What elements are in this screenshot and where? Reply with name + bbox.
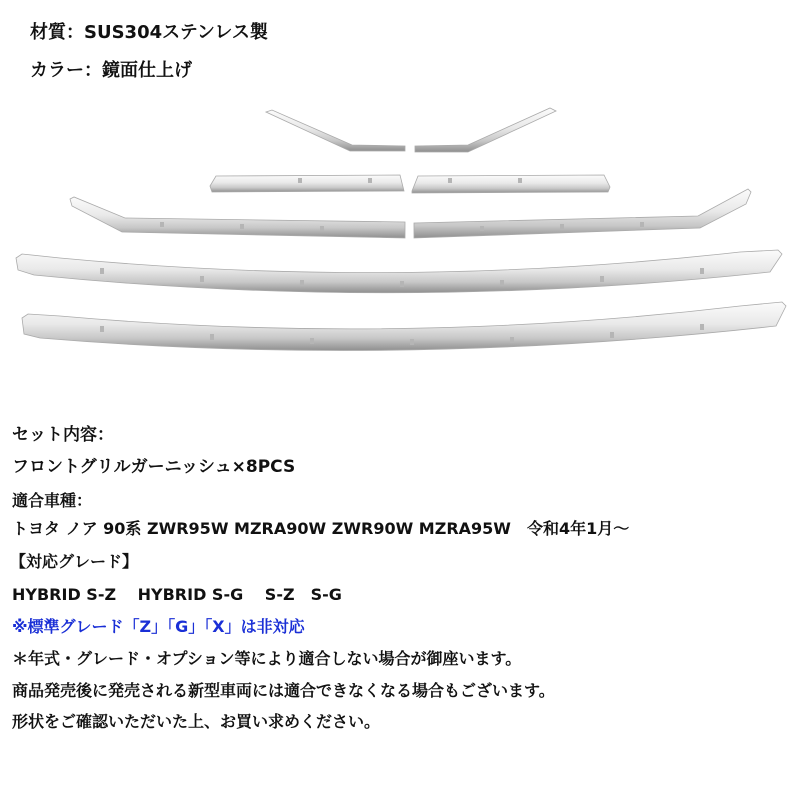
- compatible-vehicles-value: トヨタ ノア 90系 ZWR95W MZRA90W ZWR90W MZRA95W 令和4年1月〜: [12, 519, 630, 538]
- set-content-value: フロントグリルガーニッシュ×8PCS: [12, 457, 296, 477]
- garnish-strip-5: [22, 302, 786, 351]
- garnish-strip-1-left: [266, 110, 405, 151]
- grille-garnish-image: [0, 95, 800, 370]
- garnish-strip-3-left: [70, 197, 405, 238]
- set-content-label: セット内容：: [12, 425, 114, 445]
- material-spec: 材質：SUS304ステンレス製: [30, 22, 268, 43]
- supported-grades-label: 【対応グレード】: [10, 552, 139, 571]
- unsupported-grades-warning: ※標準グレード「Z」「G」「X」は非対応: [12, 617, 305, 636]
- garnish-strip-3-right: [414, 189, 751, 238]
- note-line-3: 形状をご確認いただいた上、お買い求めください。: [12, 712, 381, 731]
- supported-grades-value: HYBRID S-Z HYBRID S-G S-Z S-G: [12, 585, 342, 604]
- garnish-strip-2-left: [210, 175, 404, 192]
- note-line-1: ＊年式・グレード・オプション等により適合しない場合が御座います。: [12, 649, 522, 668]
- compatible-vehicles-label: 適合車種：: [12, 491, 93, 510]
- garnish-strip-1-right: [415, 108, 556, 152]
- note-line-2: 商品発売後に発売される新型車両には適合できなくなる場合もございます。: [12, 681, 555, 700]
- garnish-strip-2-right: [412, 175, 610, 193]
- garnish-strip-4: [16, 250, 782, 293]
- color-spec: カラー：鏡面仕上げ: [30, 60, 192, 81]
